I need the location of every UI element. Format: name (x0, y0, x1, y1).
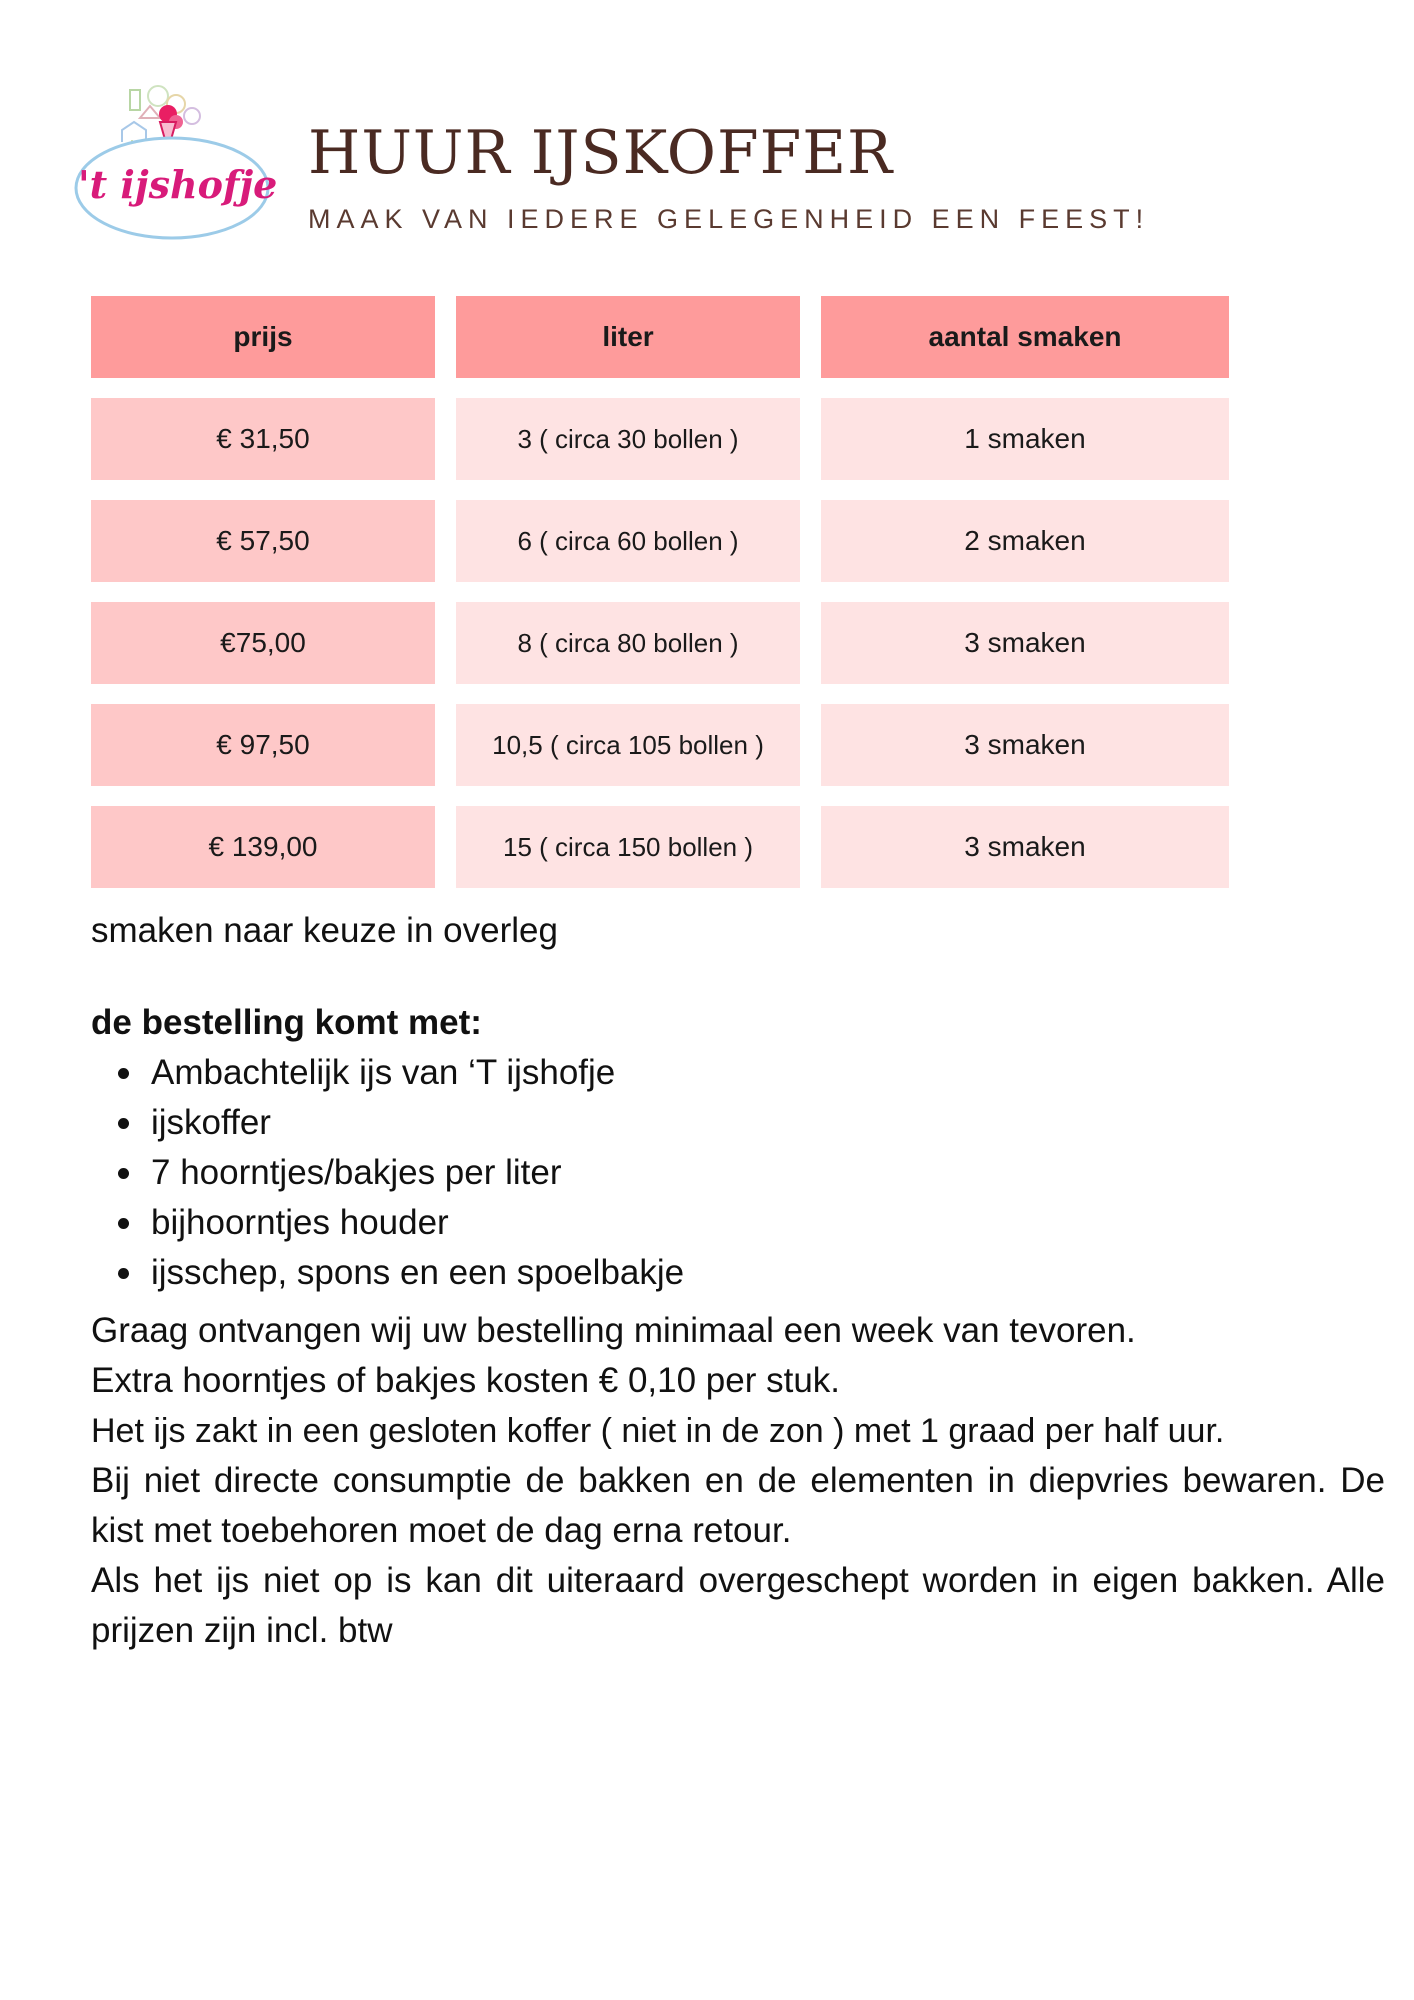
info-paragraph (91, 1306, 1385, 1656)
info-line-extra-cones: Extra hoorntjes of bakjes kosten € 0,10 per stuk. (91, 1361, 841, 1400)
liter-cell: 10,5 ( circa 105 bollen ) (456, 704, 800, 786)
list-item: bijhoorntjes houder (151, 1198, 684, 1248)
order-items-list (91, 1048, 684, 1298)
price-cell: € 97,50 (91, 704, 435, 786)
price-cell: € 31,50 (91, 398, 435, 480)
list-item: 7 hoorntjes/bakjes per liter (151, 1148, 684, 1198)
price-cell: € 139,00 (91, 806, 435, 888)
liter-cell: 15 ( circa 150 bollen ) (456, 806, 800, 888)
liter-cell: 3 ( circa 30 bollen ) (456, 398, 800, 480)
info-line-storage: Bij niet directe consumptie de bakken en de elementen in diepvries bewaren. De kist met toebehoren moet de dag erna retour. (91, 1461, 1385, 1550)
brand-logo (72, 78, 278, 248)
order-heading: de bestelling komt met: (91, 1003, 482, 1042)
list-item: ijskoffer (151, 1098, 684, 1148)
page-title: HUUR IJSKOFFER (308, 118, 894, 188)
info-line-order-ahead: Graag ontvangen wij uw bestelling minimaal een week van tevoren. (91, 1311, 1136, 1350)
column-header-price: prijs (91, 296, 435, 378)
flavors-cell: 1 smaken (821, 398, 1229, 480)
flavors-cell: 2 smaken (821, 500, 1229, 582)
price-cell: €75,00 (91, 602, 435, 684)
liter-cell: 8 ( circa 80 bollen ) (456, 602, 800, 684)
list-item: Ambachtelijk ijs van ‘T ijshofje (151, 1048, 684, 1098)
info-line-melting: Het ijs zakt in een gesloten koffer ( niet in de zon ) met 1 graad per half uur. (91, 1412, 1225, 1450)
flavor-note: smaken naar keuze in overleg (91, 911, 558, 950)
column-header-flavors: aantal smaken (821, 296, 1229, 378)
flavors-cell: 3 smaken (821, 704, 1229, 786)
flavors-cell: 3 smaken (821, 602, 1229, 684)
column-header-liter: liter (456, 296, 800, 378)
liter-cell: 6 ( circa 60 bollen ) (456, 500, 800, 582)
page-subtitle: MAAK VAN IEDERE GELEGENHEID EEN FEEST! (308, 204, 1150, 234)
flavors-cell: 3 smaken (821, 806, 1229, 888)
info-line-leftovers: Als het ijs niet op is kan dit uiteraard overgeschept worden in eigen bakken. Alle prijzen zijn incl. btw (91, 1561, 1385, 1650)
logo-text: 't ijshofje (78, 162, 278, 207)
list-item: ijsschep, spons en een spoelbakje (151, 1248, 684, 1298)
price-cell: € 57,50 (91, 500, 435, 582)
